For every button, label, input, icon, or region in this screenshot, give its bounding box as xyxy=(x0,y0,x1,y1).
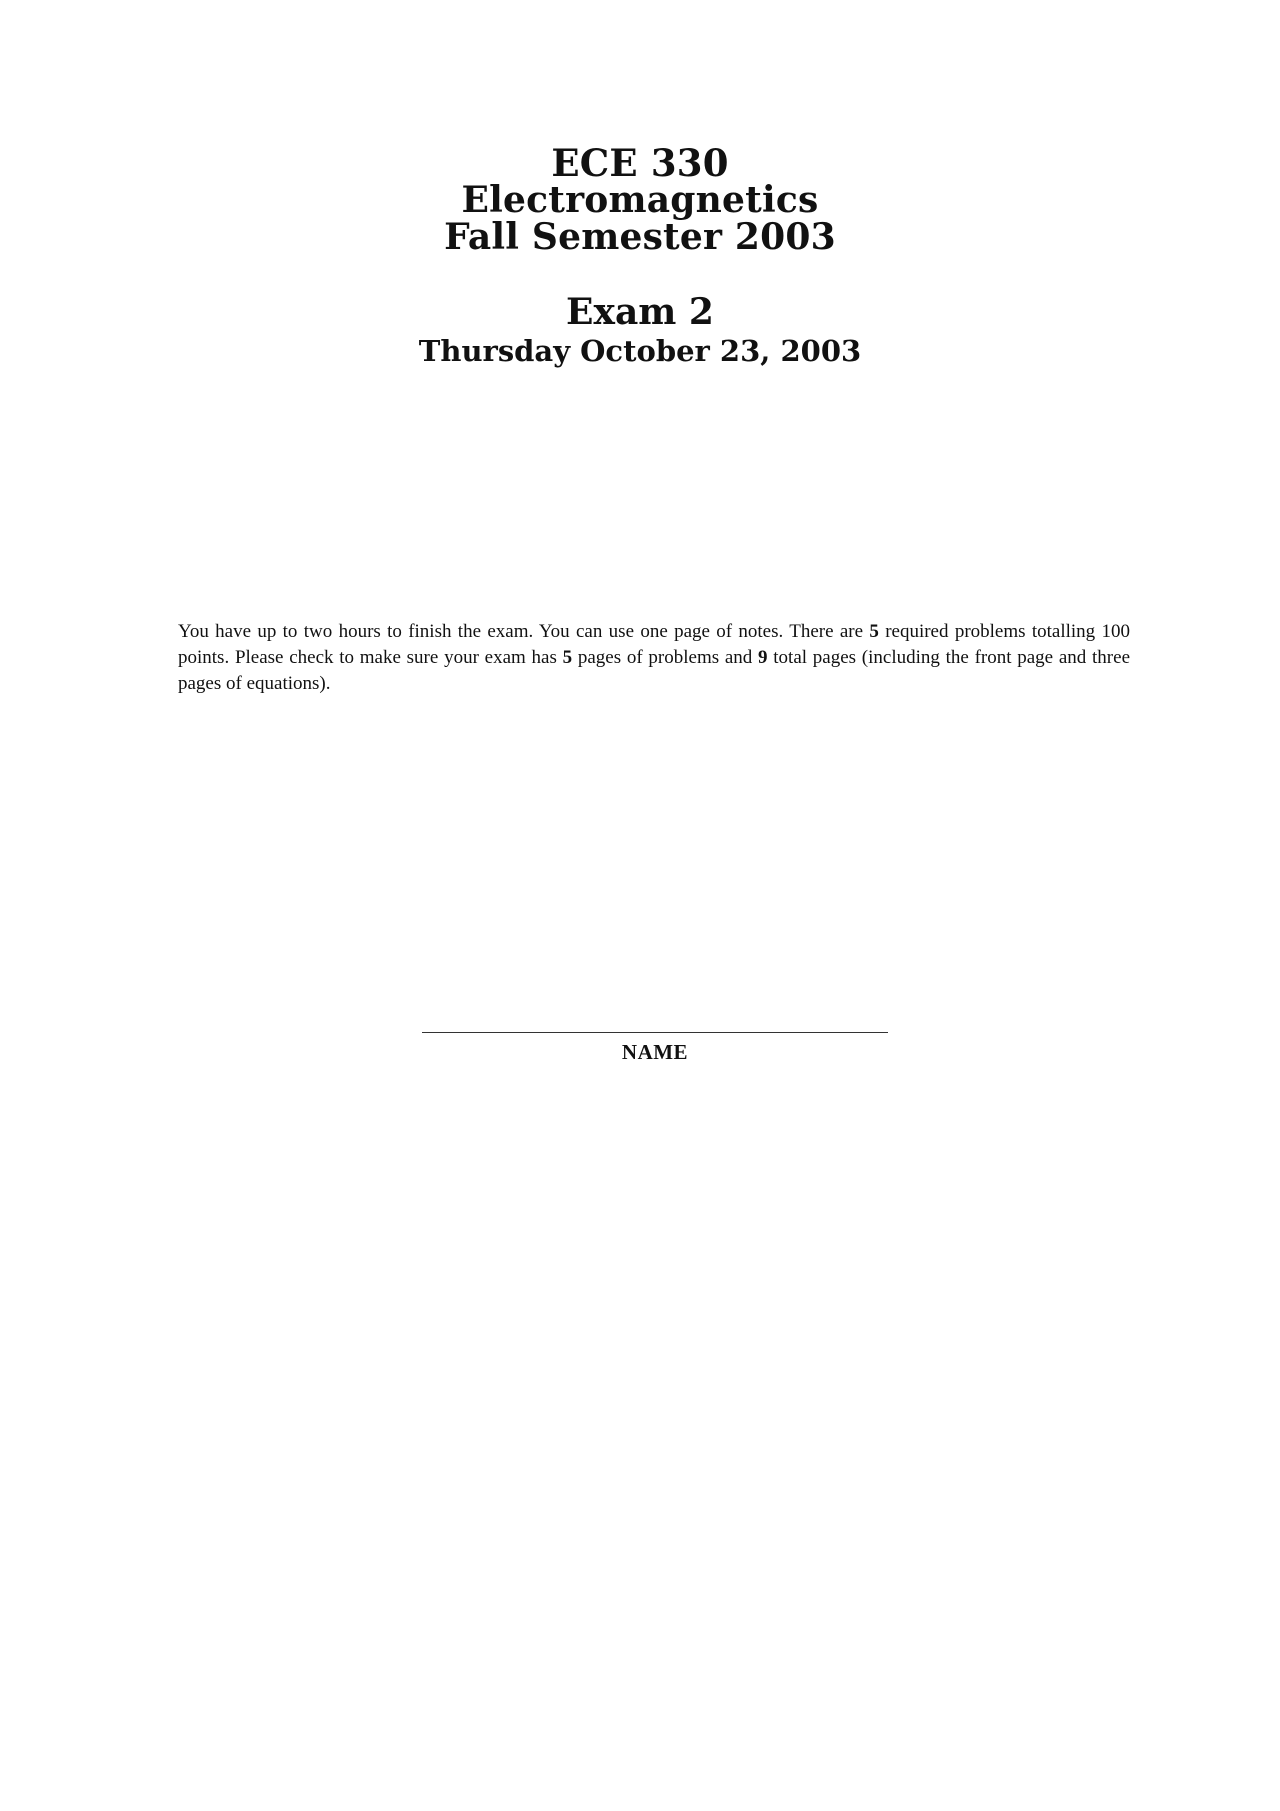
course-number: ECE 330 xyxy=(551,141,729,185)
course-subject: Electromagnetics xyxy=(461,179,819,221)
course-header xyxy=(0,141,1280,258)
required-problem-count: 5 xyxy=(869,621,879,642)
instructions-text-3: pages of problems and xyxy=(572,647,759,668)
problem-page-count: 5 xyxy=(562,647,573,668)
name-signature-line xyxy=(422,1032,888,1033)
exam-instructions xyxy=(178,619,1130,697)
instructions-text-2: required problems totalling 100 points. Please check to make sure your exam has xyxy=(178,621,1130,668)
instructions-text-4: total pages (including the front page and three pages of equations). xyxy=(178,647,1131,694)
exam-title: Exam 2 xyxy=(566,291,714,333)
exam-header xyxy=(0,292,1280,369)
course-semester: Fall Semester 2003 xyxy=(444,216,836,258)
exam-date: Thursday October 23, 2003 xyxy=(418,334,862,368)
instructions-text-1: You have up to two hours to finish the exam. You can use one page of notes. There are xyxy=(178,621,870,642)
total-page-count: 9 xyxy=(758,647,768,668)
name-field-label: NAME xyxy=(621,1040,689,1064)
